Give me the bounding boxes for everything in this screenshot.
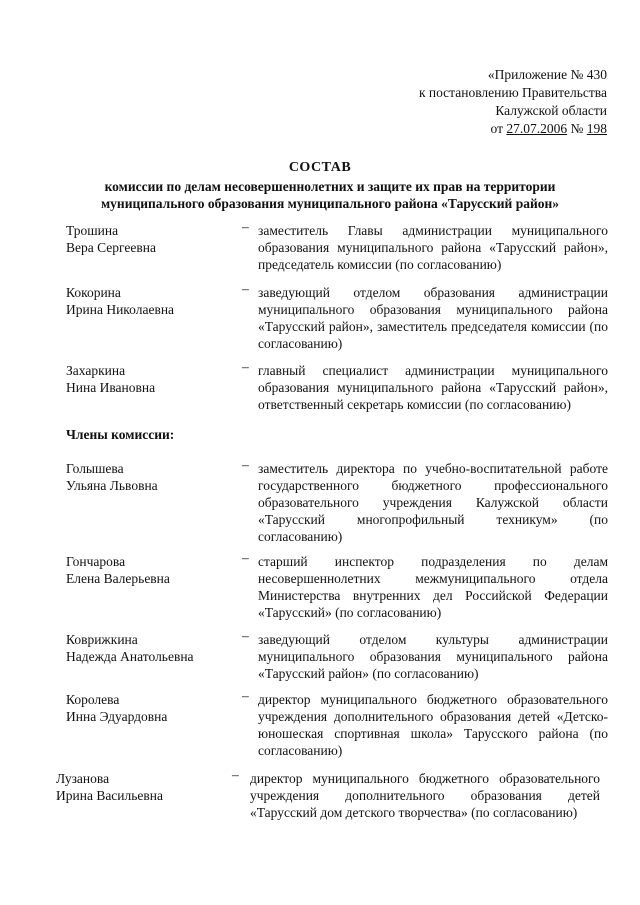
person-surname: Кокорина bbox=[66, 285, 121, 300]
dash-separator: – bbox=[242, 219, 249, 234]
person-given-name: Ульяна Львовна bbox=[66, 478, 158, 493]
person-name bbox=[56, 770, 226, 804]
person-given-name: Елена Валерьевна bbox=[66, 571, 170, 586]
person-role: главный специалист администрации муниципального образования муниципального района «Тарусский район», ответственный секретарь комиссии (по согласованию) bbox=[258, 363, 608, 412]
appendix-title: «Приложение № 430 bbox=[487, 67, 607, 82]
person-surname: Голышева bbox=[66, 461, 124, 476]
appendix-header bbox=[419, 66, 607, 138]
person-surname: Трошина bbox=[66, 223, 119, 238]
person-surname: Королева bbox=[66, 692, 120, 707]
person-role: директор муниципального бюджетного образовательного учреждения дополнительного образования детей «Тарусский дом детского творчества» (по согласованию) bbox=[250, 771, 600, 820]
person-surname: Захаркина bbox=[66, 363, 126, 378]
person-surname: Гончарова bbox=[66, 554, 126, 569]
person-name bbox=[66, 691, 236, 725]
appendix-resolution-line: к постановлению Правительства bbox=[418, 85, 607, 100]
person-role: заведующий отделом культуры администрации муниципального образования муниципального района «Тарусский район» (по согласованию) bbox=[258, 632, 608, 681]
number-separator: № bbox=[567, 121, 587, 136]
dash-separator: – bbox=[242, 550, 249, 565]
appendix-region-line: Калужской области bbox=[495, 103, 607, 118]
person-surname: Лузанова bbox=[56, 771, 110, 786]
person-given-name: Нина Ивановна bbox=[66, 380, 156, 395]
person-name bbox=[66, 553, 236, 587]
person-name bbox=[66, 460, 236, 494]
person-role: директор муниципального бюджетного образовательного учреждения дополнительного образования детей «Детско-юношеская спортивная школа» Тарусского района (по согласованию) bbox=[258, 692, 608, 758]
person-name bbox=[66, 222, 236, 256]
person-role: заместитель директора по учебно-воспитательной работе государственного бюджетного профессионального образовательного учреждения Калужской области «Тарусский многопрофильный техникум» (по согласованию) bbox=[258, 461, 608, 544]
person-given-name: Вера Сергеевна bbox=[66, 240, 156, 255]
appendix-date-line bbox=[419, 120, 607, 138]
subtitle-line-2: муниципального образования муниципального района «Тарусский район» bbox=[100, 196, 560, 211]
person-given-name: Надежда Анатольевна bbox=[66, 649, 194, 664]
resolution-date: 27.07.2006 bbox=[506, 121, 568, 136]
person-name bbox=[66, 284, 236, 318]
date-prefix: от bbox=[490, 121, 507, 136]
person-name bbox=[66, 362, 236, 396]
person-given-name: Ирина Николаевна bbox=[66, 302, 175, 317]
dash-separator: – bbox=[242, 628, 249, 643]
dash-separator: – bbox=[242, 457, 249, 472]
dash-separator: – bbox=[242, 281, 249, 296]
dash-separator: – bbox=[242, 688, 249, 703]
resolution-number: 198 bbox=[586, 121, 607, 136]
person-role: старший инспектор подразделения по делам несовершеннолетних межмуниципального отдела Министерства внутренних дел Российской Федерации «Тарусский» (по согласованию) bbox=[258, 554, 608, 620]
dash-separator: – bbox=[242, 359, 249, 374]
person-role: заведующий отделом образования администрации муниципального образования муниципального района «Тарусский район», заместитель председателя комиссии (по согласованию) bbox=[258, 285, 608, 351]
person-surname: Коврижкина bbox=[66, 632, 138, 647]
members-heading: Члены комиссии: bbox=[66, 427, 175, 442]
dash-separator: – bbox=[232, 767, 239, 782]
document-title: СОСТАВ bbox=[288, 160, 352, 175]
person-given-name: Ирина Васильевна bbox=[56, 788, 164, 803]
person-given-name: Инна Эдуардовна bbox=[66, 709, 168, 724]
person-role: заместитель Главы администрации муниципального образования муниципального района «Тарусский район», председатель комиссии (по согласованию) bbox=[258, 223, 608, 272]
person-name bbox=[66, 631, 236, 665]
subtitle-line-1: комиссии по делам несовершеннолетних и защите их прав на территории bbox=[104, 179, 556, 194]
document-subtitle bbox=[40, 178, 620, 212]
